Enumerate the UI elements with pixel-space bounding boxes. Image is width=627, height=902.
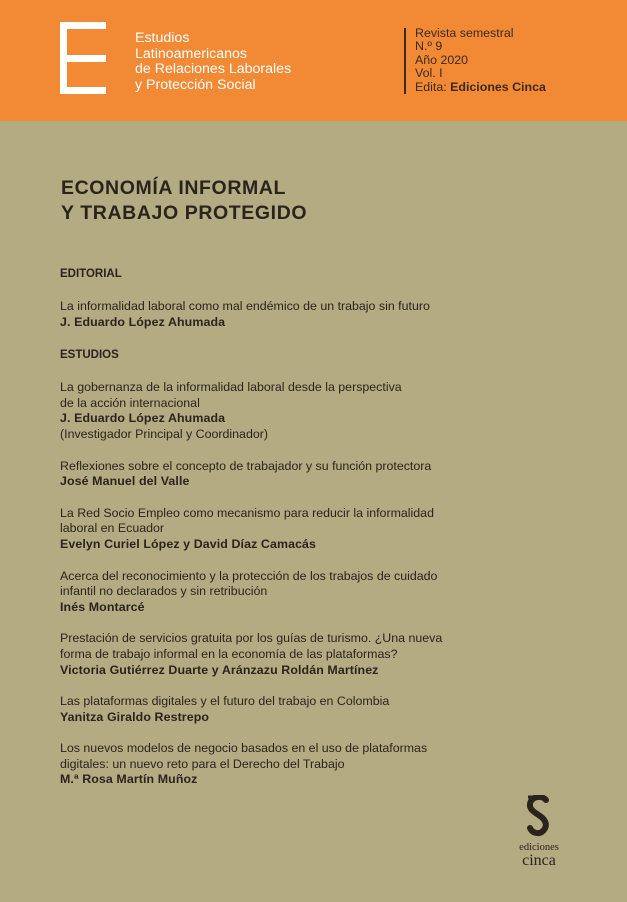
issue-title-line: Y TRABAJO PROTEGIDO [61,202,308,224]
journal-header [0,0,627,121]
issue-title-line: ECONOMÍA INFORMAL [61,177,287,199]
list-item [60,741,480,788]
journal-name [135,31,291,93]
issue-number: N.º 9 [415,39,443,54]
article-author: Inés Montarcé [60,599,145,614]
article-title: Acerca del reconocimiento y la protección de los trabajos de cuidado [60,568,438,583]
list-item [60,459,480,490]
article-title: Las plataformas digitales y el futuro del trabajo en Colombia [60,694,390,709]
publisher-name-line2: cinca [522,852,556,869]
edita-label: Edita: [415,79,451,94]
article-title: infantil no declarados y sin retribución [60,584,268,599]
list-item [60,380,480,442]
article-title: La gobernanza de la informalidad laboral desde la perspectiva [60,380,402,395]
article-title: digitales: un nuevo reto para el Derecho del Trabajo [60,756,345,771]
article-author: M.ª Rosa Martín Muñoz [60,772,198,787]
journal-name-line: Estudios [135,30,190,46]
publisher-logo [509,795,569,868]
article-title: laboral en Ecuador [60,521,165,536]
journal-name-line: y Protección Social [135,76,256,93]
article-title: La informalidad laboral como mal endémico de un trabajo sin futuro [60,299,430,313]
article-author-note: (Investigador Principal y Coordinador) [60,426,268,441]
publisher-name-line1: ediciones [519,842,559,853]
article-author: Yanitza Giraldo Restrepo [60,709,210,724]
article-title: forma de trabajo informal en la economía de las plataformas? [60,646,398,661]
article-author: J. Eduardo López Ahumada [60,411,226,426]
edita-value: Ediciones Cinca [450,79,546,94]
issue-volume: Vol. I [415,66,443,81]
article-title: Reflexiones sobre el concepto de trabajador y su función protectora [60,458,432,473]
article-author: Evelyn Curiel López y David Díaz Camacás [60,536,317,551]
issue-frequency: Revista semestral [415,26,514,40]
list-item [60,569,480,616]
list-item [60,506,480,553]
list-item [60,631,480,678]
cinca-logo-icon [524,795,554,839]
journal-name-line: de Relaciones Laborales [135,61,292,78]
article-title: Los nuevos modelos de negocio basados en el uso de plataformas [60,741,428,756]
table-of-contents [60,268,480,788]
issue-publisher [415,81,546,94]
section-heading-estudios: ESTUDIOS [60,349,119,362]
article-author: Victoria Gutiérrez Duarte y Aránzazu Roldán Martínez [60,662,379,677]
issue-info [415,27,546,94]
article-author: J. Eduardo López Ahumada [60,314,226,329]
article-title: La Red Socio Empleo como mecanismo para reducir la informalidad [60,505,434,520]
issue-title [61,176,307,226]
header-divider [404,28,406,94]
journal-name-line: Latinoamericanos [135,45,247,62]
journal-logo-icon [60,22,106,94]
article-author: José Manuel del Valle [60,474,190,489]
article-title: de la acción internacional [60,395,200,410]
list-item [60,694,480,725]
article-title: Prestación de servicios gratuita por los guías de turismo. ¿Una nueva [60,631,443,646]
section-heading-editorial: EDITORIAL [60,268,122,280]
issue-year: Año 2020 [415,52,469,67]
